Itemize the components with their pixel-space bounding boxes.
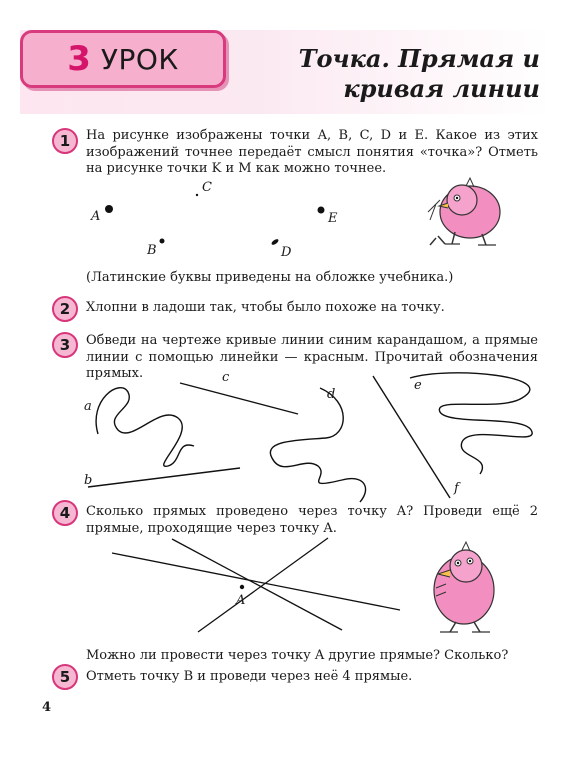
task-2-number: 2 [52,296,78,322]
bird-illustration-2 [434,542,494,632]
task-1-text: На рисунке изображены точки A, B, C, D и E. Какое из этих изображений точнее передаёт смысл понятия «точка»? Отметь на рисунке точки K и M как можно точнее. [86,128,538,176]
line-label-b: b [84,473,93,488]
task-4-number: 4 [52,500,78,526]
task-1-number: 1 [52,128,78,154]
point-e-label: E [328,211,338,226]
task-2-text: Хлопни в ладоши так, чтобы было похоже на точку. [86,300,445,315]
point-c-label: C [202,180,212,195]
line-label-a: a [84,399,92,414]
line-2-through-a [172,539,342,630]
task-3-text: Обведи на чертеже кривые линии синим карандашом, а прямые линии с помощью линейки — красным. Прочитай обозначения прямых. [86,333,538,381]
lesson-title-line2: кривая линии [343,74,540,103]
line-label-e: e [414,378,422,393]
task-5-text: Отметь точку B и проведи через неё 4 прямые. [86,669,413,684]
point-a-label: A [91,209,101,224]
task-3-number: 3 [52,332,78,358]
lesson-word: УРОК [100,42,179,76]
page-number: 4 [42,700,52,715]
task-1-note: (Латинские буквы приведены на обложке учебника.) [86,270,454,285]
point-d-label: D [281,245,292,260]
task-4-text: Сколько прямых проведено через точку A? Проведи ещё 2 прямые, проходящие через точку A. [86,504,538,536]
lesson-title-line1: Точка. Прямая и [298,44,540,73]
task-5-number: 5 [52,664,78,690]
line-1-through-a [112,553,400,610]
point-a-label: A [236,593,246,608]
task-4-question: Можно ли провести через точку A другие прямые? Сколько? [86,648,509,663]
line-label-d: d [327,387,336,402]
lesson-number: 3 [67,39,91,79]
line-3-through-a [198,538,328,632]
line-label-c: c [222,370,230,385]
point-a-dot [240,585,244,589]
point-b-label: B [147,243,157,258]
line-label-f: f [454,481,459,496]
